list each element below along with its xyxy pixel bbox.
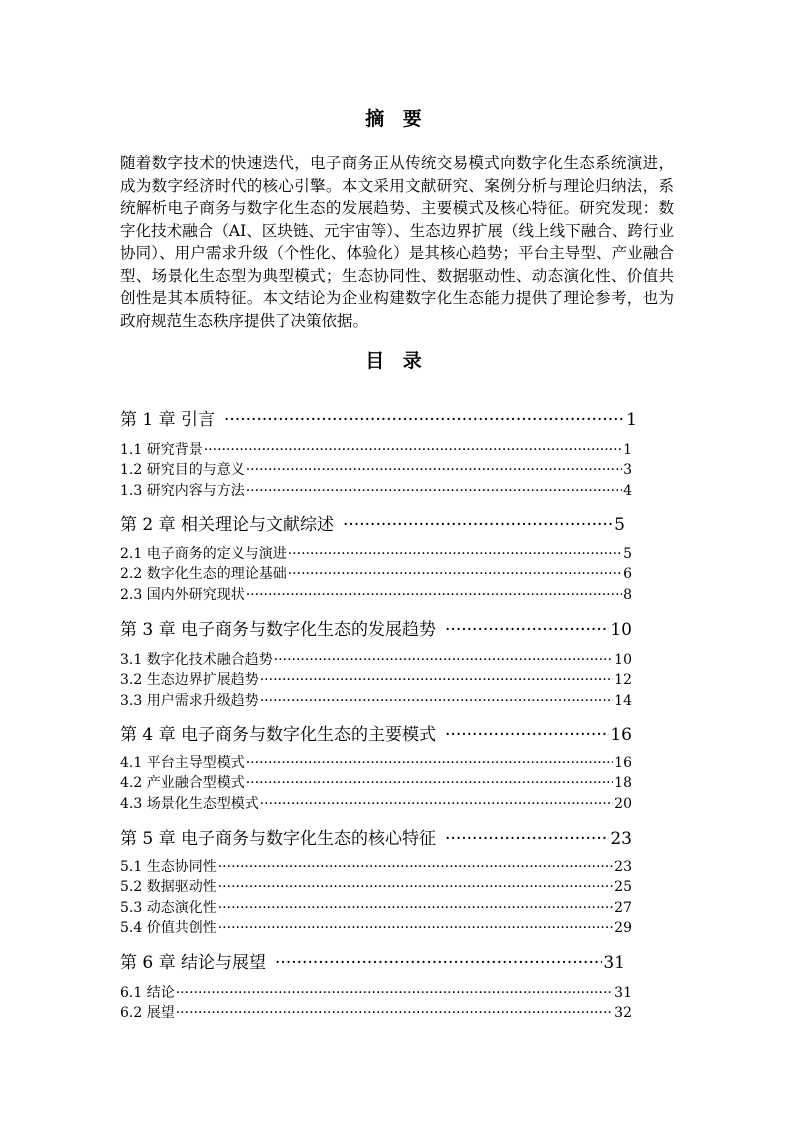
toc-entry-label: 第 1 章 引言 (120, 410, 216, 429)
toc-chapter-entry[interactable] (120, 948, 625, 972)
toc-leader-dots (218, 859, 613, 875)
toc-page-number: 3 (623, 462, 632, 478)
toc-leader-dots (288, 566, 622, 582)
toc-section-entry[interactable] (120, 752, 632, 772)
toc-page-number: 6 (623, 566, 632, 582)
toc-page-number: 8 (623, 587, 632, 603)
toc-chapter-entry[interactable] (120, 405, 637, 429)
toc-leader-dots (275, 953, 602, 972)
toc-entry-label: 第 4 章 电子商务与数字化生态的主要模式 (120, 725, 437, 744)
toc-leader-dots (246, 755, 613, 771)
toc-leader-dots (445, 725, 609, 744)
toc-entry-label: 4.2 产业融合型模式 (120, 775, 245, 791)
toc-section-entry[interactable] (120, 772, 632, 792)
toc-entry-label: 3.3 用户需求升级趋势 (120, 693, 259, 709)
toc-page-number: 4 (623, 483, 632, 499)
toc-leader-dots (343, 515, 613, 534)
toc-leader-dots (445, 620, 609, 639)
toc-section-entry[interactable] (120, 543, 632, 563)
toc-leader-dots (176, 1005, 613, 1021)
toc-page-number: 10 (610, 620, 632, 639)
toc-section-entry[interactable] (120, 1002, 632, 1022)
toc-page-number: 1 (623, 442, 632, 458)
toc-chapter-entry[interactable] (120, 615, 632, 639)
toc-page-number: 27 (614, 900, 632, 916)
toc-leader-dots (260, 693, 613, 709)
toc-chapter-entry[interactable] (120, 720, 632, 744)
toc-section-entry[interactable] (120, 982, 632, 1002)
toc-leader-dots (204, 442, 622, 458)
toc-entry-label: 5.3 动态演化性 (120, 900, 217, 916)
toc-section-entry[interactable] (120, 669, 632, 689)
toc-page-number: 20 (614, 796, 632, 812)
toc-chapter-entry[interactable] (120, 824, 632, 848)
toc-leader-dots (260, 672, 613, 688)
toc-leader-dots (176, 985, 613, 1001)
toc-section-entry[interactable] (120, 690, 632, 710)
toc-leader-dots (445, 829, 609, 848)
toc-leader-dots (246, 483, 622, 499)
toc-section-entry[interactable] (120, 649, 632, 669)
toc-page-number: 5 (614, 515, 625, 534)
toc-entry-label: 5.2 数据驱动性 (120, 879, 217, 895)
toc-section-entry[interactable] (120, 793, 632, 813)
toc-entry-label: 5.4 价值共创性 (120, 920, 217, 936)
toc-page-number: 23 (610, 829, 632, 848)
toc-entry-label: 1.3 研究内容与方法 (120, 483, 245, 499)
toc-section-entry[interactable] (120, 459, 632, 479)
toc-page-number: 32 (614, 1005, 632, 1021)
toc-page-number: 25 (614, 879, 632, 895)
toc-leader-dots (246, 462, 622, 478)
toc-section-entry[interactable] (120, 876, 632, 896)
toc-page-number: 10 (614, 652, 632, 668)
toc-page-number: 1 (626, 410, 637, 429)
toc-entry-label: 2.1 电子商务的定义与演进 (120, 546, 287, 562)
toc-entry-label: 2.3 国内外研究现状 (120, 587, 245, 603)
toc-page-number: 16 (610, 725, 632, 744)
toc-entry-label: 1.1 研究背景 (120, 442, 203, 458)
toc-entry-label: 4.1 平台主导型模式 (120, 755, 245, 771)
toc-entry-label: 第 5 章 电子商务与数字化生态的核心特征 (120, 829, 437, 848)
toc-leader-dots (246, 775, 613, 791)
toc-entry-label: 第 3 章 电子商务与数字化生态的发展趋势 (120, 620, 437, 639)
toc-section-entry[interactable] (120, 563, 632, 583)
toc-page-number: 31 (614, 985, 632, 1001)
toc-leader-dots (218, 879, 613, 895)
abstract-title: 摘 要 (365, 108, 428, 130)
toc-leader-dots (288, 546, 622, 562)
toc-leader-dots (224, 410, 625, 429)
toc-entry-label: 第 2 章 相关理论与文献综述 (120, 515, 335, 534)
toc-page-number: 31 (603, 953, 625, 972)
toc-page-number: 23 (614, 859, 632, 875)
toc-leader-dots (246, 587, 622, 603)
toc-entry-label: 2.2 数字化生态的理论基础 (120, 566, 287, 582)
toc-page-number: 29 (614, 920, 632, 936)
toc-section-entry[interactable] (120, 480, 632, 500)
toc-page-number: 18 (614, 775, 632, 791)
toc-section-entry[interactable] (120, 897, 632, 917)
toc-leader-dots (218, 920, 613, 936)
toc-section-entry[interactable] (120, 439, 632, 459)
toc-leader-dots (274, 652, 613, 668)
toc-page-number: 16 (614, 755, 632, 771)
toc-page-number: 5 (623, 546, 632, 562)
toc-section-entry[interactable] (120, 856, 632, 876)
abstract-body: 随着数字技术的快速迭代，电子商务正从传统交易模式向数字化生态系统演进，成为数字经济时代的核心引擎。本文采用文献研究、案例分析与理论归纳法，系统解析电子商务与数字化生态的发展趋势、主要模式及核心特征。研究发现：数字化技术融合（AI、区块链、元宇宙等）、生态边界扩展（线上线下融合、跨行业协同）、用户需求升级（个性化、体验化）是其核心趋势；平台主导型、产业融合型、场景化生态型为典型模式；生态协同性、数据驱动性、动态演化性、价值共创性是其本质特征。本文结论为企业构建数字化生态能力提供了理论参考，也为政府规范生态秩序提供了决策依据。 (120, 154, 674, 330)
toc-title: 目 录 (365, 350, 428, 372)
toc-entry-label: 4.3 场景化生态型模式 (120, 796, 259, 812)
toc-page-number: 12 (614, 672, 632, 688)
toc-leader-dots (260, 796, 613, 812)
toc-entry-label: 6.2 展望 (120, 1005, 175, 1021)
toc-leader-dots (218, 900, 613, 916)
toc-entry-label: 3.1 数字化技术融合趋势 (120, 652, 273, 668)
toc-entry-label: 3.2 生态边界扩展趋势 (120, 672, 259, 688)
toc-section-entry[interactable] (120, 917, 632, 937)
toc-section-entry[interactable] (120, 584, 632, 604)
toc-entry-label: 5.1 生态协同性 (120, 859, 217, 875)
toc-entry-label: 第 6 章 结论与展望 (120, 953, 267, 972)
toc-entry-label: 6.1 结论 (120, 985, 175, 1001)
toc-page-number: 14 (614, 693, 632, 709)
toc-chapter-entry[interactable] (120, 510, 625, 534)
toc-entry-label: 1.2 研究目的与意义 (120, 462, 245, 478)
